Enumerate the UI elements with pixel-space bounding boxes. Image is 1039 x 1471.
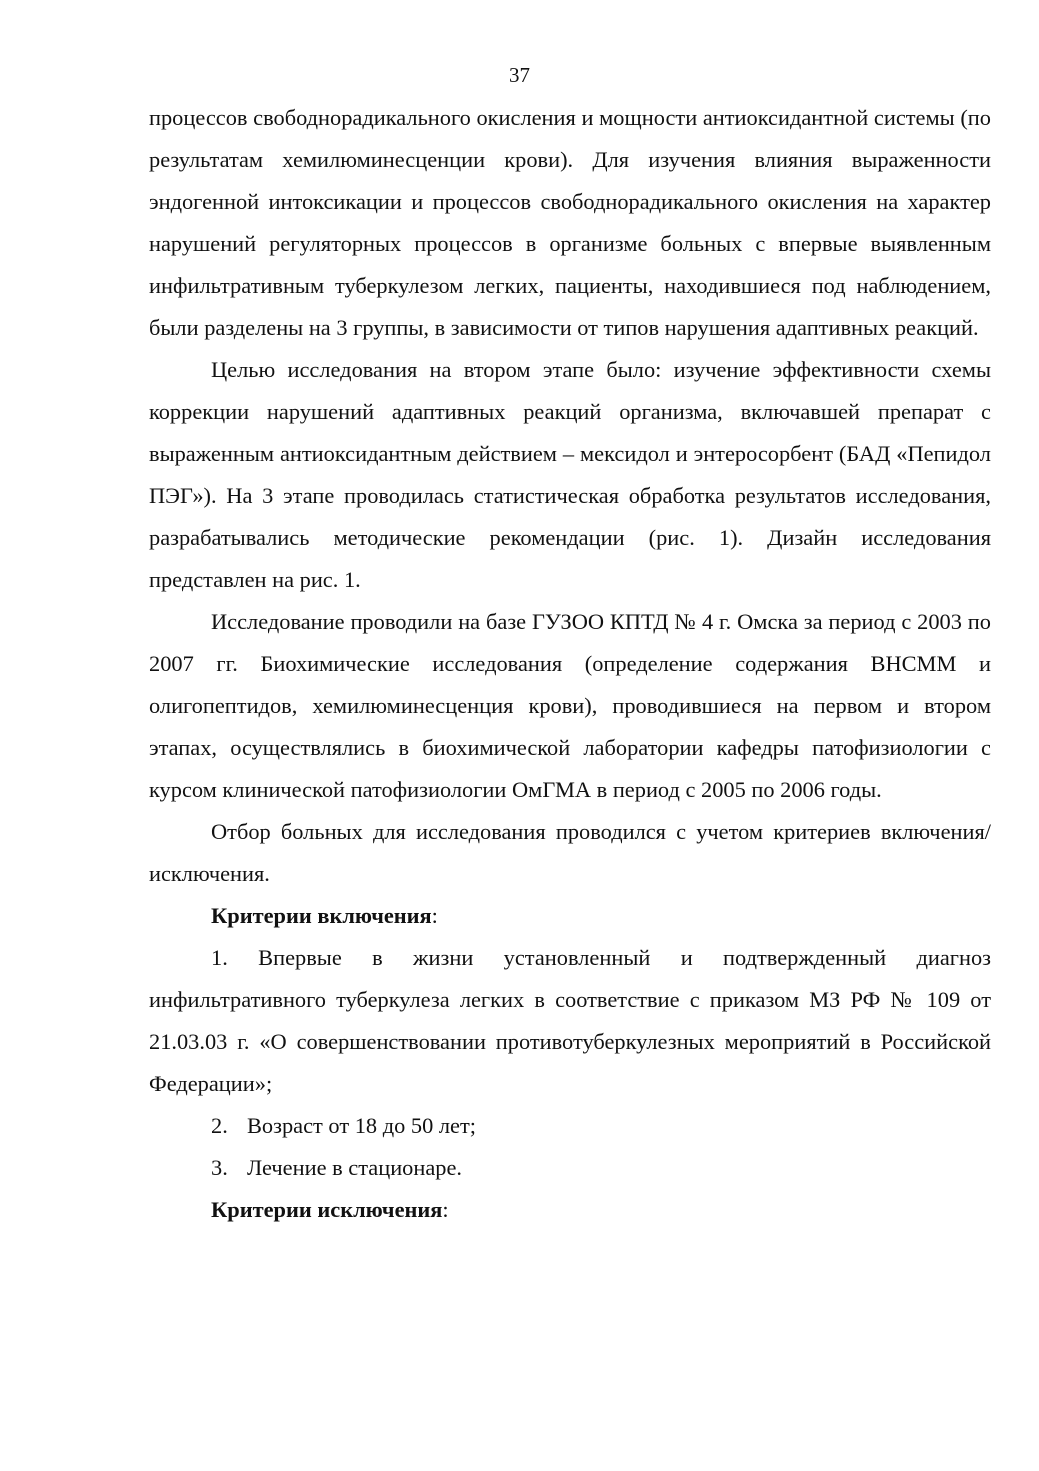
inclusion-criterion-2 (149, 1105, 991, 1147)
criterion-number: 3. (211, 1155, 228, 1180)
paragraph-study-groups: процессов свободнорадикального окисления и мощности антиоксидантной системы (по результатам хемилюминесценции крови). Для изучения влияния выраженности эндогенной интоксикации и процессов свободнорадикального окисления на характер нарушений регуляторных процессов в организме больных с впервые выявленным инфильтративным туберкулезом легких, пациенты, находившиеся под наблюдением, были разделены на 3 группы, в зависимости от типов нарушения адаптивных реакций. (149, 105, 991, 340)
criterion-text: Возраст от 18 до 50 лет; (247, 1113, 476, 1138)
page-body (149, 97, 991, 1231)
inclusion-criterion-1 (149, 937, 991, 1105)
inclusion-criteria-title: Критерии включения (211, 903, 432, 928)
exclusion-criteria-heading (149, 1189, 991, 1231)
paragraph-study-base: Исследование проводили на базе ГУЗОО КПТД № 4 г. Омска за период с 2003 по 2007 гг. Биохимические исследования (определение содержания ВНСММ и олигопептидов, хемилюминесценция крови), проводившиеся на первом и втором этапах, осуществлялись в биохимической лаборатории кафедры патофизиологии с курсом клинической патофизиологии ОмГМА в период с 2005 по 2006 годы. (149, 609, 991, 802)
inclusion-criteria-heading (149, 895, 991, 937)
inclusion-criterion-3 (149, 1147, 991, 1189)
exclusion-criteria-title: Критерии исключения (211, 1197, 443, 1222)
paragraph-patient-selection: Отбор больных для исследования проводился с учетом критериев включения/исключения. (149, 819, 991, 886)
exclusion-criteria-colon: : (442, 1197, 449, 1222)
inclusion-criteria-colon: : (431, 903, 438, 928)
criterion-number: 1. (211, 945, 228, 970)
page-number: 37 (509, 63, 530, 87)
paragraph-second-stage: Целью исследования на втором этапе было: изучение эффективности схемы коррекции нарушений адаптивных реакций организма, включавшей препарат с выраженным антиоксидантным действием – мексидол и энтеросорбент (БАД «Пепидол ПЭГ»). На 3 этапе проводилась статистическая обработка результатов исследования, разрабатывались методические рекомендации (рис. 1). Дизайн исследования представлен на рис. 1. (149, 357, 991, 592)
criterion-number: 2. (211, 1113, 228, 1138)
criterion-text: Впервые в жизни установленный и подтвержденный диагноз инфильтративного туберкулеза легких в соответствие с приказом МЗ РФ № 109 от 21.03.03 г. «О совершенствовании противотуберкулезных мероприятий в Российской Федерации»; (149, 945, 991, 1096)
criterion-text: Лечение в стационаре. (247, 1155, 463, 1180)
